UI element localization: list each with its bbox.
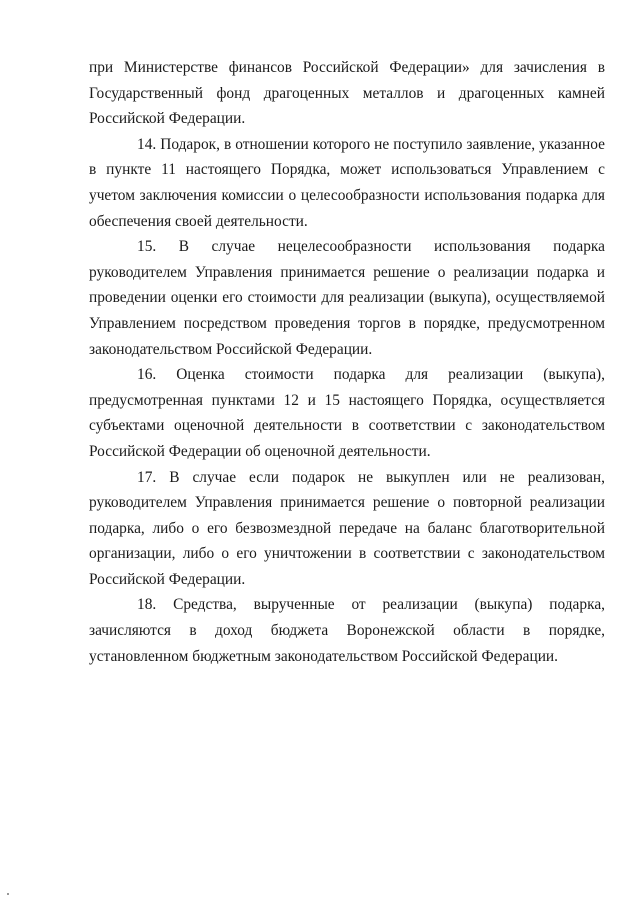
paragraph-14: 14. Подарок, в отношении которого не поступило заявление, указанное в пункте 11 настоящего Порядка, может использоваться Управлением с учетом заключения комиссии о целесообразности использования подарка для обеспечения своей деятельности. bbox=[89, 135, 605, 230]
document-body bbox=[89, 55, 605, 669]
paragraph-16: 16. Оценка стоимости подарка для реализации (выкупа), предусмотренная пунктами 12 и 15 настоящего Порядка, осуществляется субъектами оценочной деятельности в соответствии с законодательством Российской Федерации об оценочной деятельности. bbox=[89, 366, 605, 460]
paragraph-17: 17. В случае если подарок не выкуплен или не реализован, руководителем Управления принимается решение о повторной реализации подарка, либо о его безвозмездной передаче на баланс благотворительной организации, либо о его уничтожении в соответствии с законодательством Российской Федерации. bbox=[89, 468, 605, 588]
paragraph-continuation: при Министерстве финансов Российской Федерации» для зачисления в Государственный фонд драгоценных металлов и драгоценных камней Российской Федерации. bbox=[89, 59, 605, 128]
scan-artifact bbox=[7, 893, 9, 895]
paragraph-15: 15. В случае нецелесообразности использования подарка руководителем Управления принимается решение о реализации подарка и проведении оценки его стоимости для реализации (выкупа), осуществляемой Управлением посредством проведения торгов в порядке, предусмотренном законодательством Российской Федерации. bbox=[89, 238, 605, 358]
paragraph-18: 18. Средства, вырученные от реализации (выкупа) подарка, зачисляются в доход бюджета Воронежской области в порядке, установленном бюджетным законодательством Российской Федерации. bbox=[89, 596, 605, 665]
